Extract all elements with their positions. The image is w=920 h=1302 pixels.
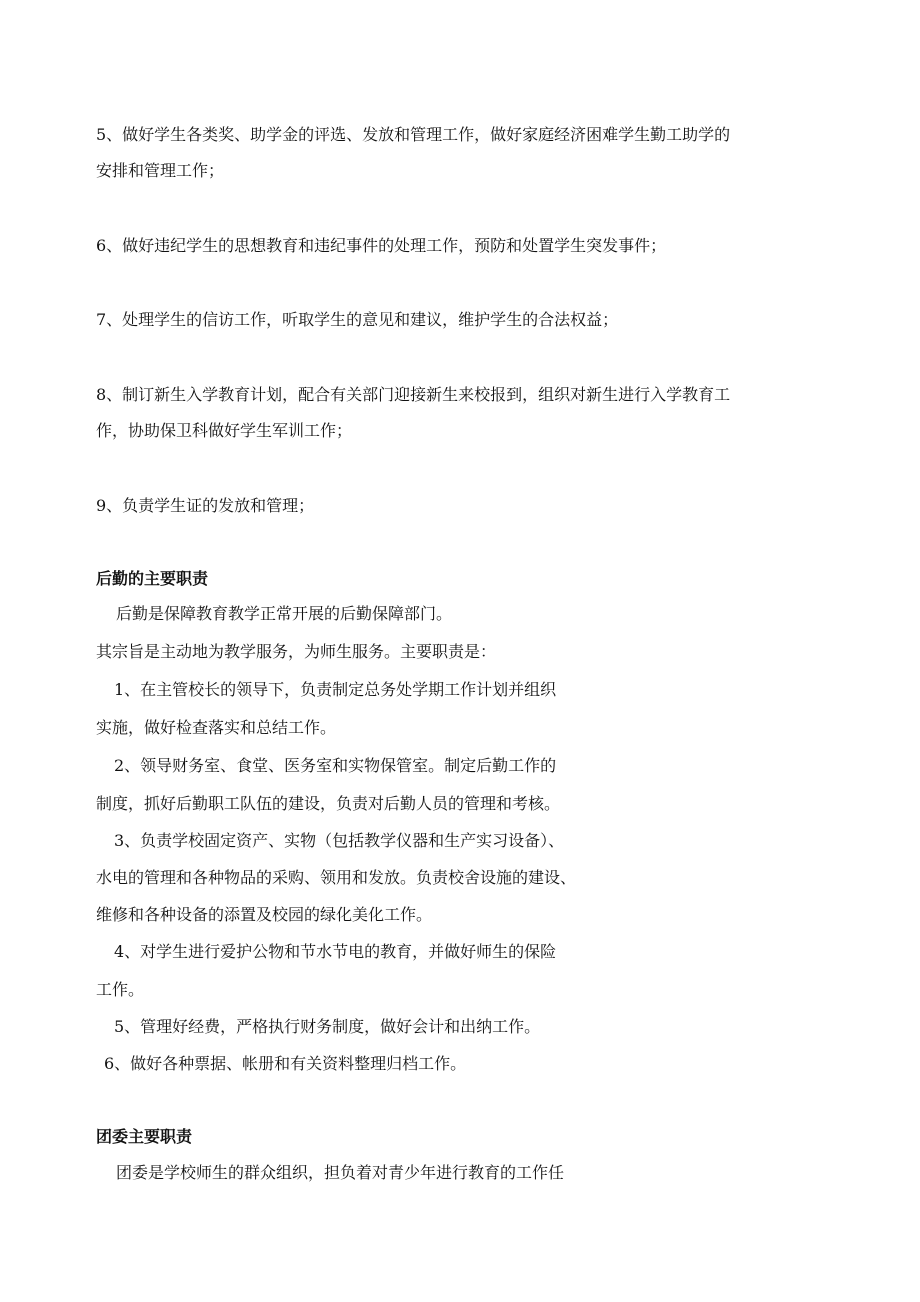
logistics-duty-line: 3、负责学校固定资产、实物（包括教学仪器和生产实习设备）、	[114, 831, 565, 850]
logistics-duty-line: 水电的管理和各种物品的采购、领用和发放。负责校舍设施的建设、	[96, 868, 577, 887]
logistics-intro-2: 其宗旨是主动地为教学服务，为师生服务。主要职责是：	[96, 642, 497, 661]
item-7: 7、处理学生的信访工作，听取学生的意见和建议，维护学生的合法权益；	[96, 310, 619, 329]
item-8-line-2: 作，协助保卫科做好学生军训工作；	[96, 421, 353, 440]
logistics-heading: 后勤的主要职责	[96, 569, 209, 588]
logistics-duty-line: 维修和各种设备的添置及校园的绿化美化工作。	[96, 905, 433, 924]
youth-league-heading: 团委主要职责	[96, 1127, 193, 1146]
logistics-duty-line: 4、对学生进行爱护公物和节水节电的教育，并做好师生的保险	[114, 942, 557, 961]
logistics-duty-line: 1、在主管校长的领导下，负责制定总务处学期工作计划并组织	[114, 680, 557, 699]
item-5-line-1: 5、做好学生各类奖、助学金的评选、发放和管理工作，做好家庭经济困难学生勤工助学的	[96, 125, 731, 144]
item-9: 9、负责学生证的发放和管理；	[96, 496, 315, 515]
logistics-duty-line: 工作。	[96, 980, 145, 999]
logistics-duty-line: 2、领导财务室、食堂、医务室和实物保管室。制定后勤工作的	[114, 756, 557, 775]
logistics-intro-1: 后勤是保障教育教学正常开展的后勤保障部门。	[116, 604, 453, 623]
item-5-line-2: 安排和管理工作；	[96, 161, 225, 180]
logistics-duty-line: 实施，做好检查落实和总结工作。	[96, 718, 337, 737]
item-6: 6、做好违纪学生的思想教育和违纪事件的处理工作，预防和处置学生突发事件；	[96, 236, 667, 255]
youth-league-intro: 团委是学校师生的群众组织，担负着对青少年进行教育的工作任	[116, 1163, 565, 1182]
logistics-duty-line: 6、做好各种票据、帐册和有关资料整理归档工作。	[104, 1054, 467, 1073]
logistics-duty-line: 5、管理好经费，严格执行财务制度，做好会计和出纳工作。	[114, 1017, 541, 1036]
item-8-line-1: 8、制订新生入学教育计划，配合有关部门迎接新生来校报到，组织对新生进行入学教育工	[96, 385, 731, 404]
logistics-duty-line: 制度，抓好后勤职工队伍的建设，负责对后勤人员的管理和考核。	[96, 794, 561, 813]
